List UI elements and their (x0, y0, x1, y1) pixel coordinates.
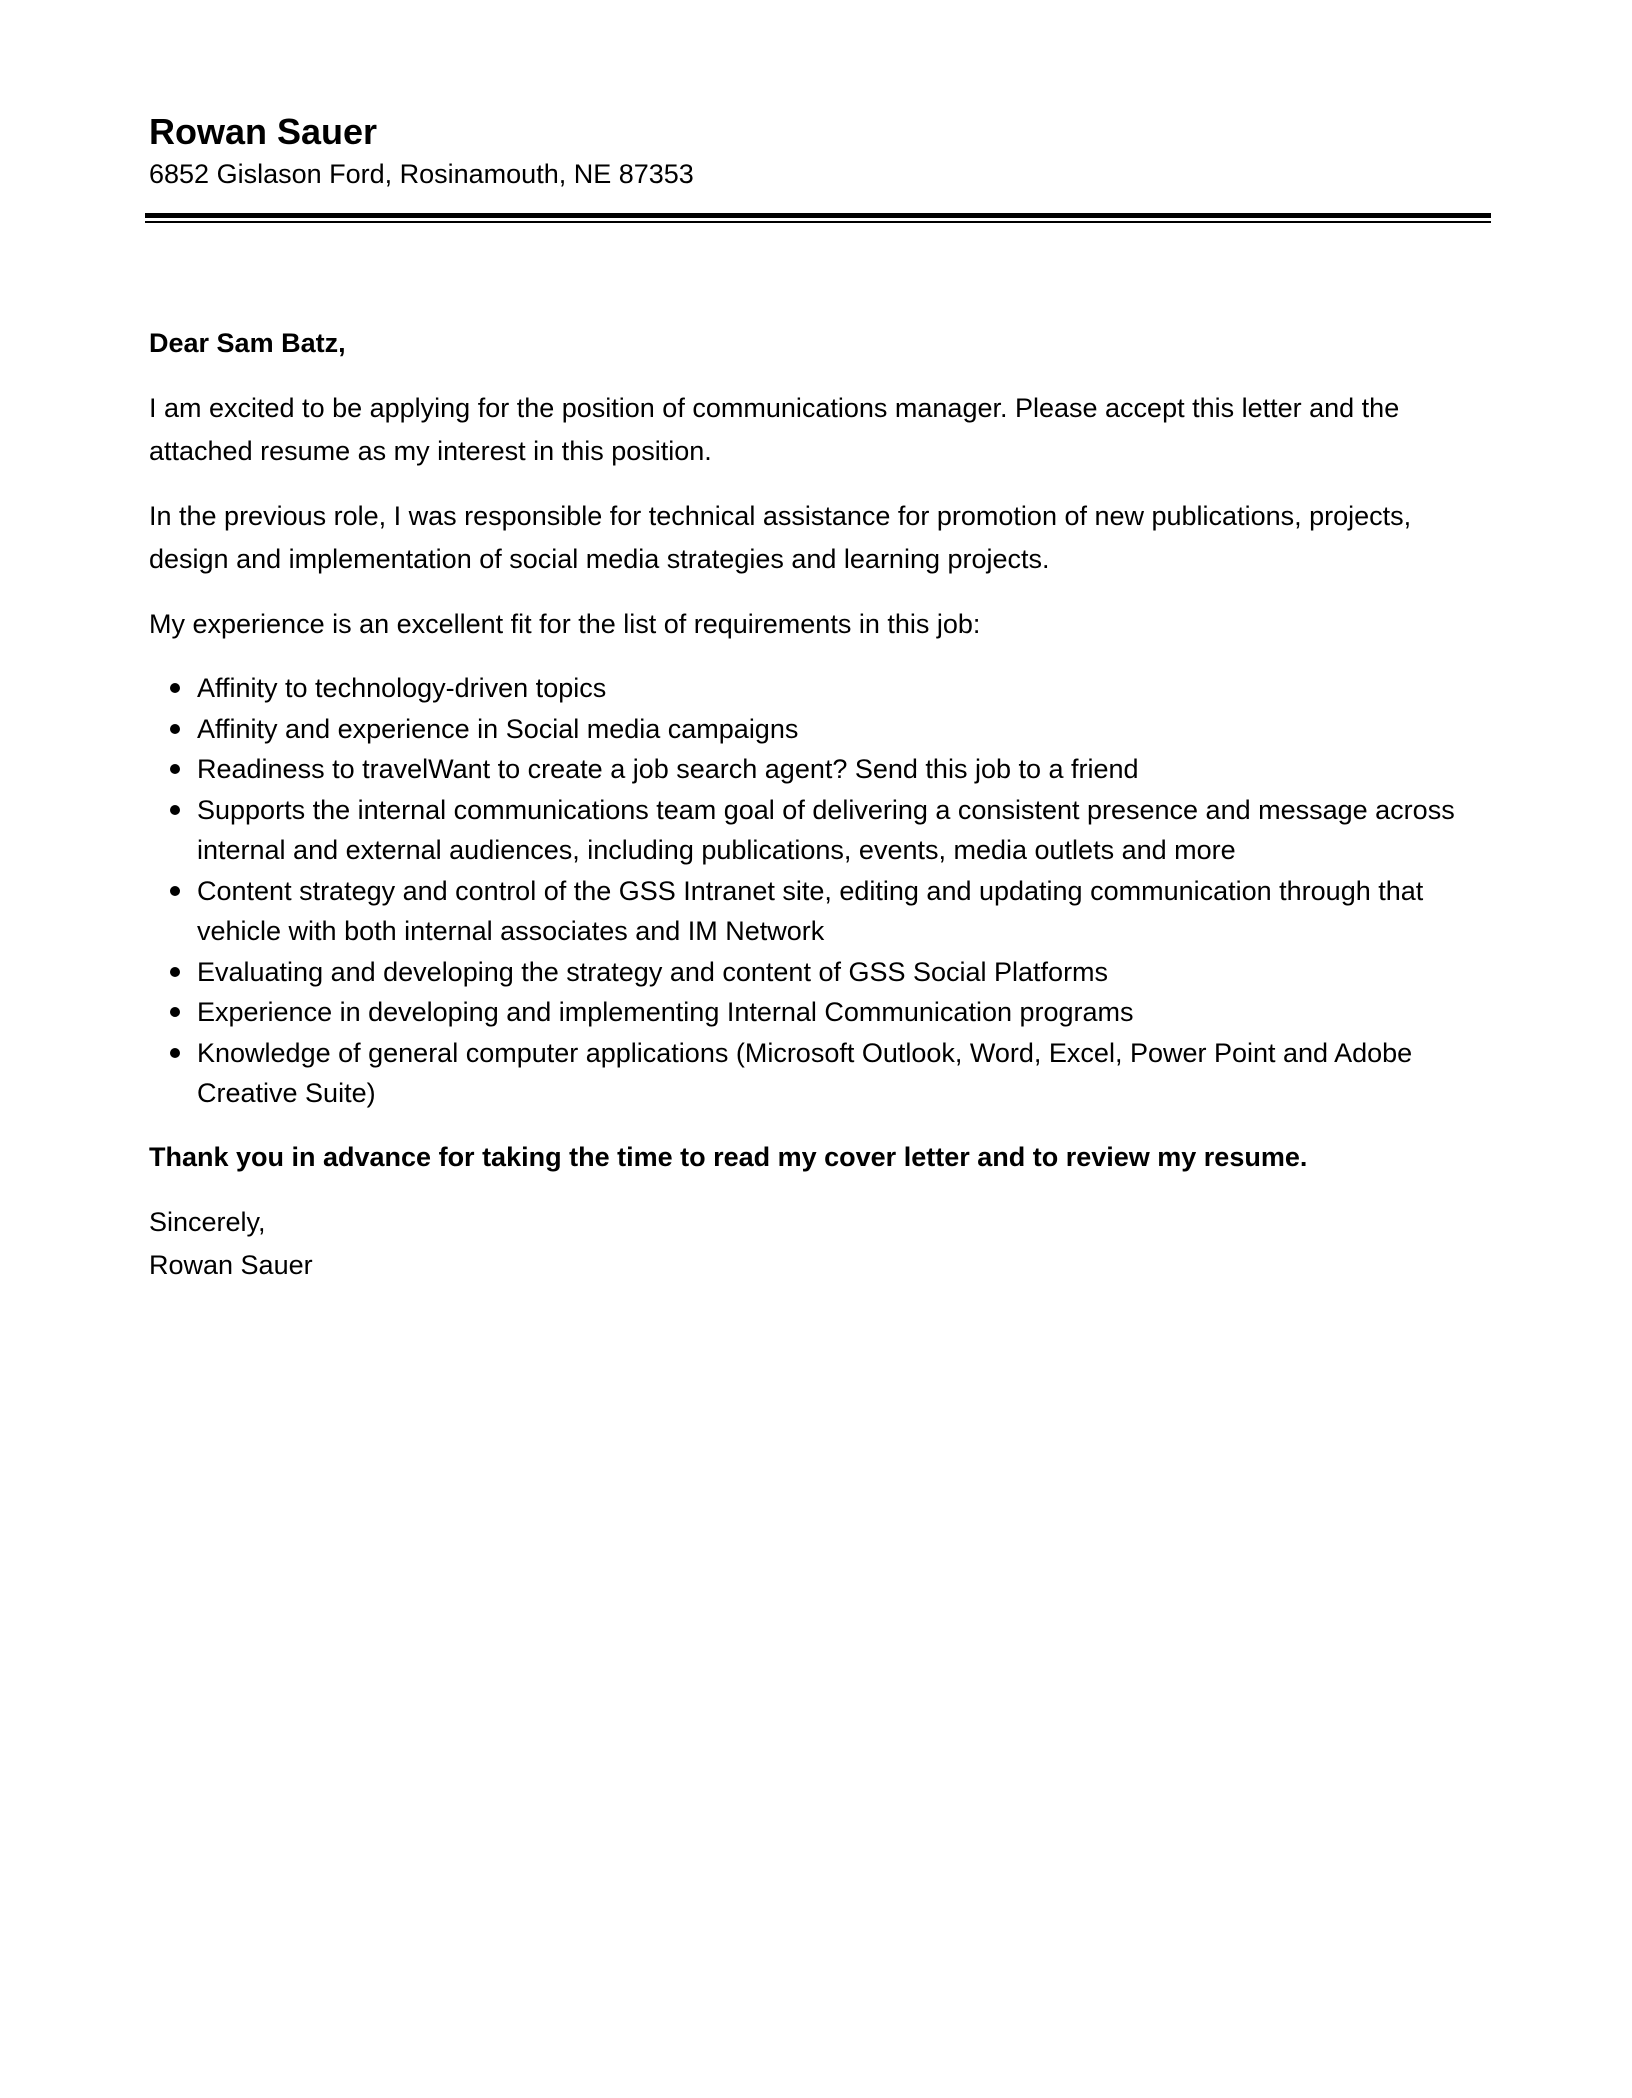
list-item (149, 952, 1494, 993)
closing-statement: Thank you in advance for taking the time to read my cover letter and to review my resume. (149, 1141, 1308, 1172)
sender-name: Rowan Sauer (149, 111, 378, 152)
bullet-icon (170, 724, 180, 734)
header-divider (145, 213, 1491, 223)
sender-address: 6852 Gislason Ford, Rosinamouth, NE 87353 (149, 159, 694, 189)
list-item-text: Experience in developing and implementing Internal Communication programs (197, 997, 1134, 1027)
list-item-text: Affinity and experience in Social media campaigns (197, 713, 799, 744)
header-divider-thick-line (145, 213, 1491, 218)
intro-paragraph: I am excited to be applying for the position of communications manager. Please accept this letter and the attached resume as my interest in this position. (149, 393, 1400, 466)
bullet-icon (170, 967, 180, 977)
signature-name: Rowan Sauer (149, 1249, 313, 1280)
list-item (149, 1033, 1494, 1114)
list-item (149, 709, 1494, 750)
list-item (149, 871, 1494, 952)
bullet-icon (170, 764, 180, 774)
bullet-icon (170, 1007, 180, 1017)
list-item (149, 790, 1494, 871)
list-item-text: Content strategy and control of the GSS Intranet site, editing and updating communication through that vehicle with both internal associates and IM Network (197, 875, 1424, 946)
letter-body (149, 322, 1494, 1287)
letter-header (149, 108, 1489, 192)
list-item-text: Knowledge of general computer applications (Microsoft Outlook, Word, Excel, Power Point and Adobe Creative Suite) (197, 1037, 1413, 1108)
bullet-icon (170, 1048, 180, 1058)
list-item (149, 992, 1494, 1033)
list-item-text: Readiness to travelWant to create a job search agent? Send this job to a friend (197, 754, 1139, 784)
list-item (149, 749, 1494, 790)
requirements-intro: My experience is an excellent fit for the list of requirements in this job: (149, 609, 981, 639)
bullet-icon (170, 886, 180, 896)
experience-paragraph: In the previous role, I was responsible for technical assistance for promotion of new publications, projects, design and implementation of social media strategies and learning projects. (149, 501, 1412, 574)
salutation: Dear Sam Batz, (149, 328, 346, 358)
signoff: Sincerely, (149, 1206, 266, 1237)
requirements-list (149, 668, 1494, 1114)
list-item (149, 668, 1494, 709)
bullet-icon (170, 805, 180, 815)
bullet-icon (170, 683, 180, 693)
list-item-text: Evaluating and developing the strategy and content of GSS Social Platforms (197, 956, 1109, 987)
list-item-text: Affinity to technology-driven topics (197, 673, 607, 703)
list-item-text: Supports the internal communications team goal of delivering a consistent presence and message across internal and external audiences, including publications, events, media outlets and more (197, 794, 1455, 865)
header-divider-thin-line (145, 221, 1491, 223)
